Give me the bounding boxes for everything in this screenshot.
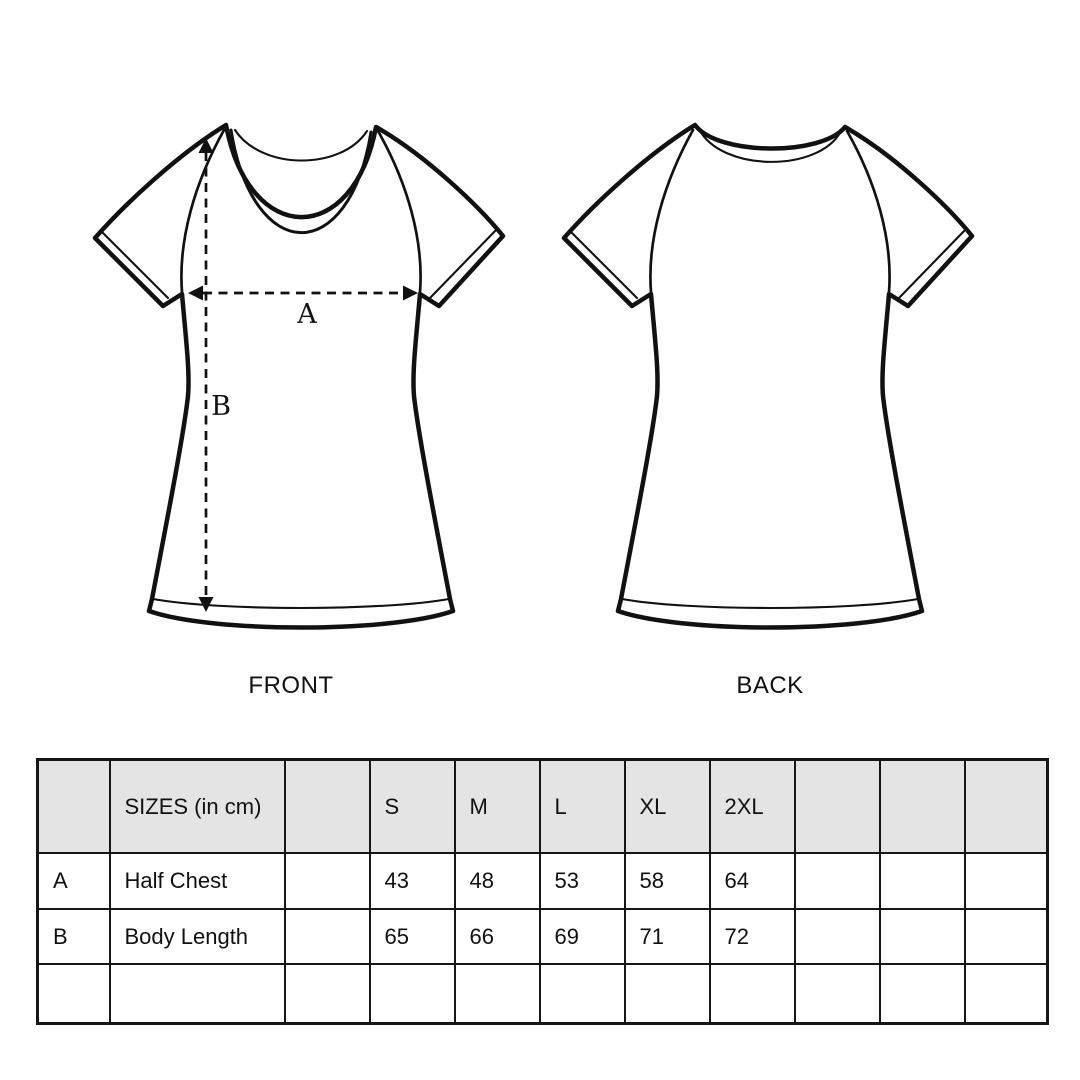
size-value-cell: 66 [455,909,540,964]
table-header-row [38,760,1048,854]
empty-cell [455,964,540,1024]
front-shirt-drawing [95,125,503,628]
half-chest-row [38,853,1048,909]
empty-cell [965,909,1048,964]
size-value-cell: 58 [625,853,710,909]
back-shirt-drawing [564,125,972,628]
empty-cell [38,964,110,1024]
empty-cell [540,964,625,1024]
header-title-cell: SIZES (in cm) [110,760,285,854]
empty-cell [285,964,370,1024]
size-value-cell: 64 [710,853,795,909]
empty-cell [880,964,965,1024]
row-key-cell: B [38,909,110,964]
size-value-cell: 71 [625,909,710,964]
front-caption: FRONT [248,672,334,699]
size-table [36,758,1049,1025]
size-value-cell: 53 [540,853,625,909]
header-size-xl: XL [625,760,710,854]
header-size-m: M [455,760,540,854]
front-shirt-silhouette [95,125,503,628]
body-length-row [38,909,1048,964]
empty-cell [795,964,880,1024]
header-size-l: L [540,760,625,854]
body-length-label: B [211,391,231,422]
empty-cell [880,853,965,909]
row-key-cell: A [38,853,110,909]
header-size-s: S [370,760,455,854]
empty-cell [625,964,710,1024]
empty-cell [285,853,370,909]
empty-cell [710,964,795,1024]
half-chest-label: A [297,299,317,330]
back-shirt-silhouette [564,125,972,628]
empty-cell [110,964,285,1024]
header-corner-cell [38,760,110,854]
empty-cell [795,909,880,964]
empty-cell [880,909,965,964]
empty-cell [965,853,1048,909]
header-empty-cell [965,760,1048,854]
header-empty-cell [880,760,965,854]
empty-cell [795,853,880,909]
size-value-cell: 72 [710,909,795,964]
size-value-cell: 69 [540,909,625,964]
header-empty-cell [795,760,880,854]
size-value-cell: 48 [455,853,540,909]
front-inner-backneck-seam [235,130,367,161]
size-value-cell: 65 [370,909,455,964]
header-size-2xl: 2XL [710,760,795,854]
back-caption: BACK [736,672,804,699]
empty-row [38,964,1048,1024]
measurement-name-cell: Body Length [110,909,285,964]
empty-cell [285,909,370,964]
empty-cell [370,964,455,1024]
size-value-cell: 43 [370,853,455,909]
header-empty-cell [285,760,370,854]
measurement-name-cell: Half Chest [110,853,285,909]
empty-cell [965,964,1048,1024]
